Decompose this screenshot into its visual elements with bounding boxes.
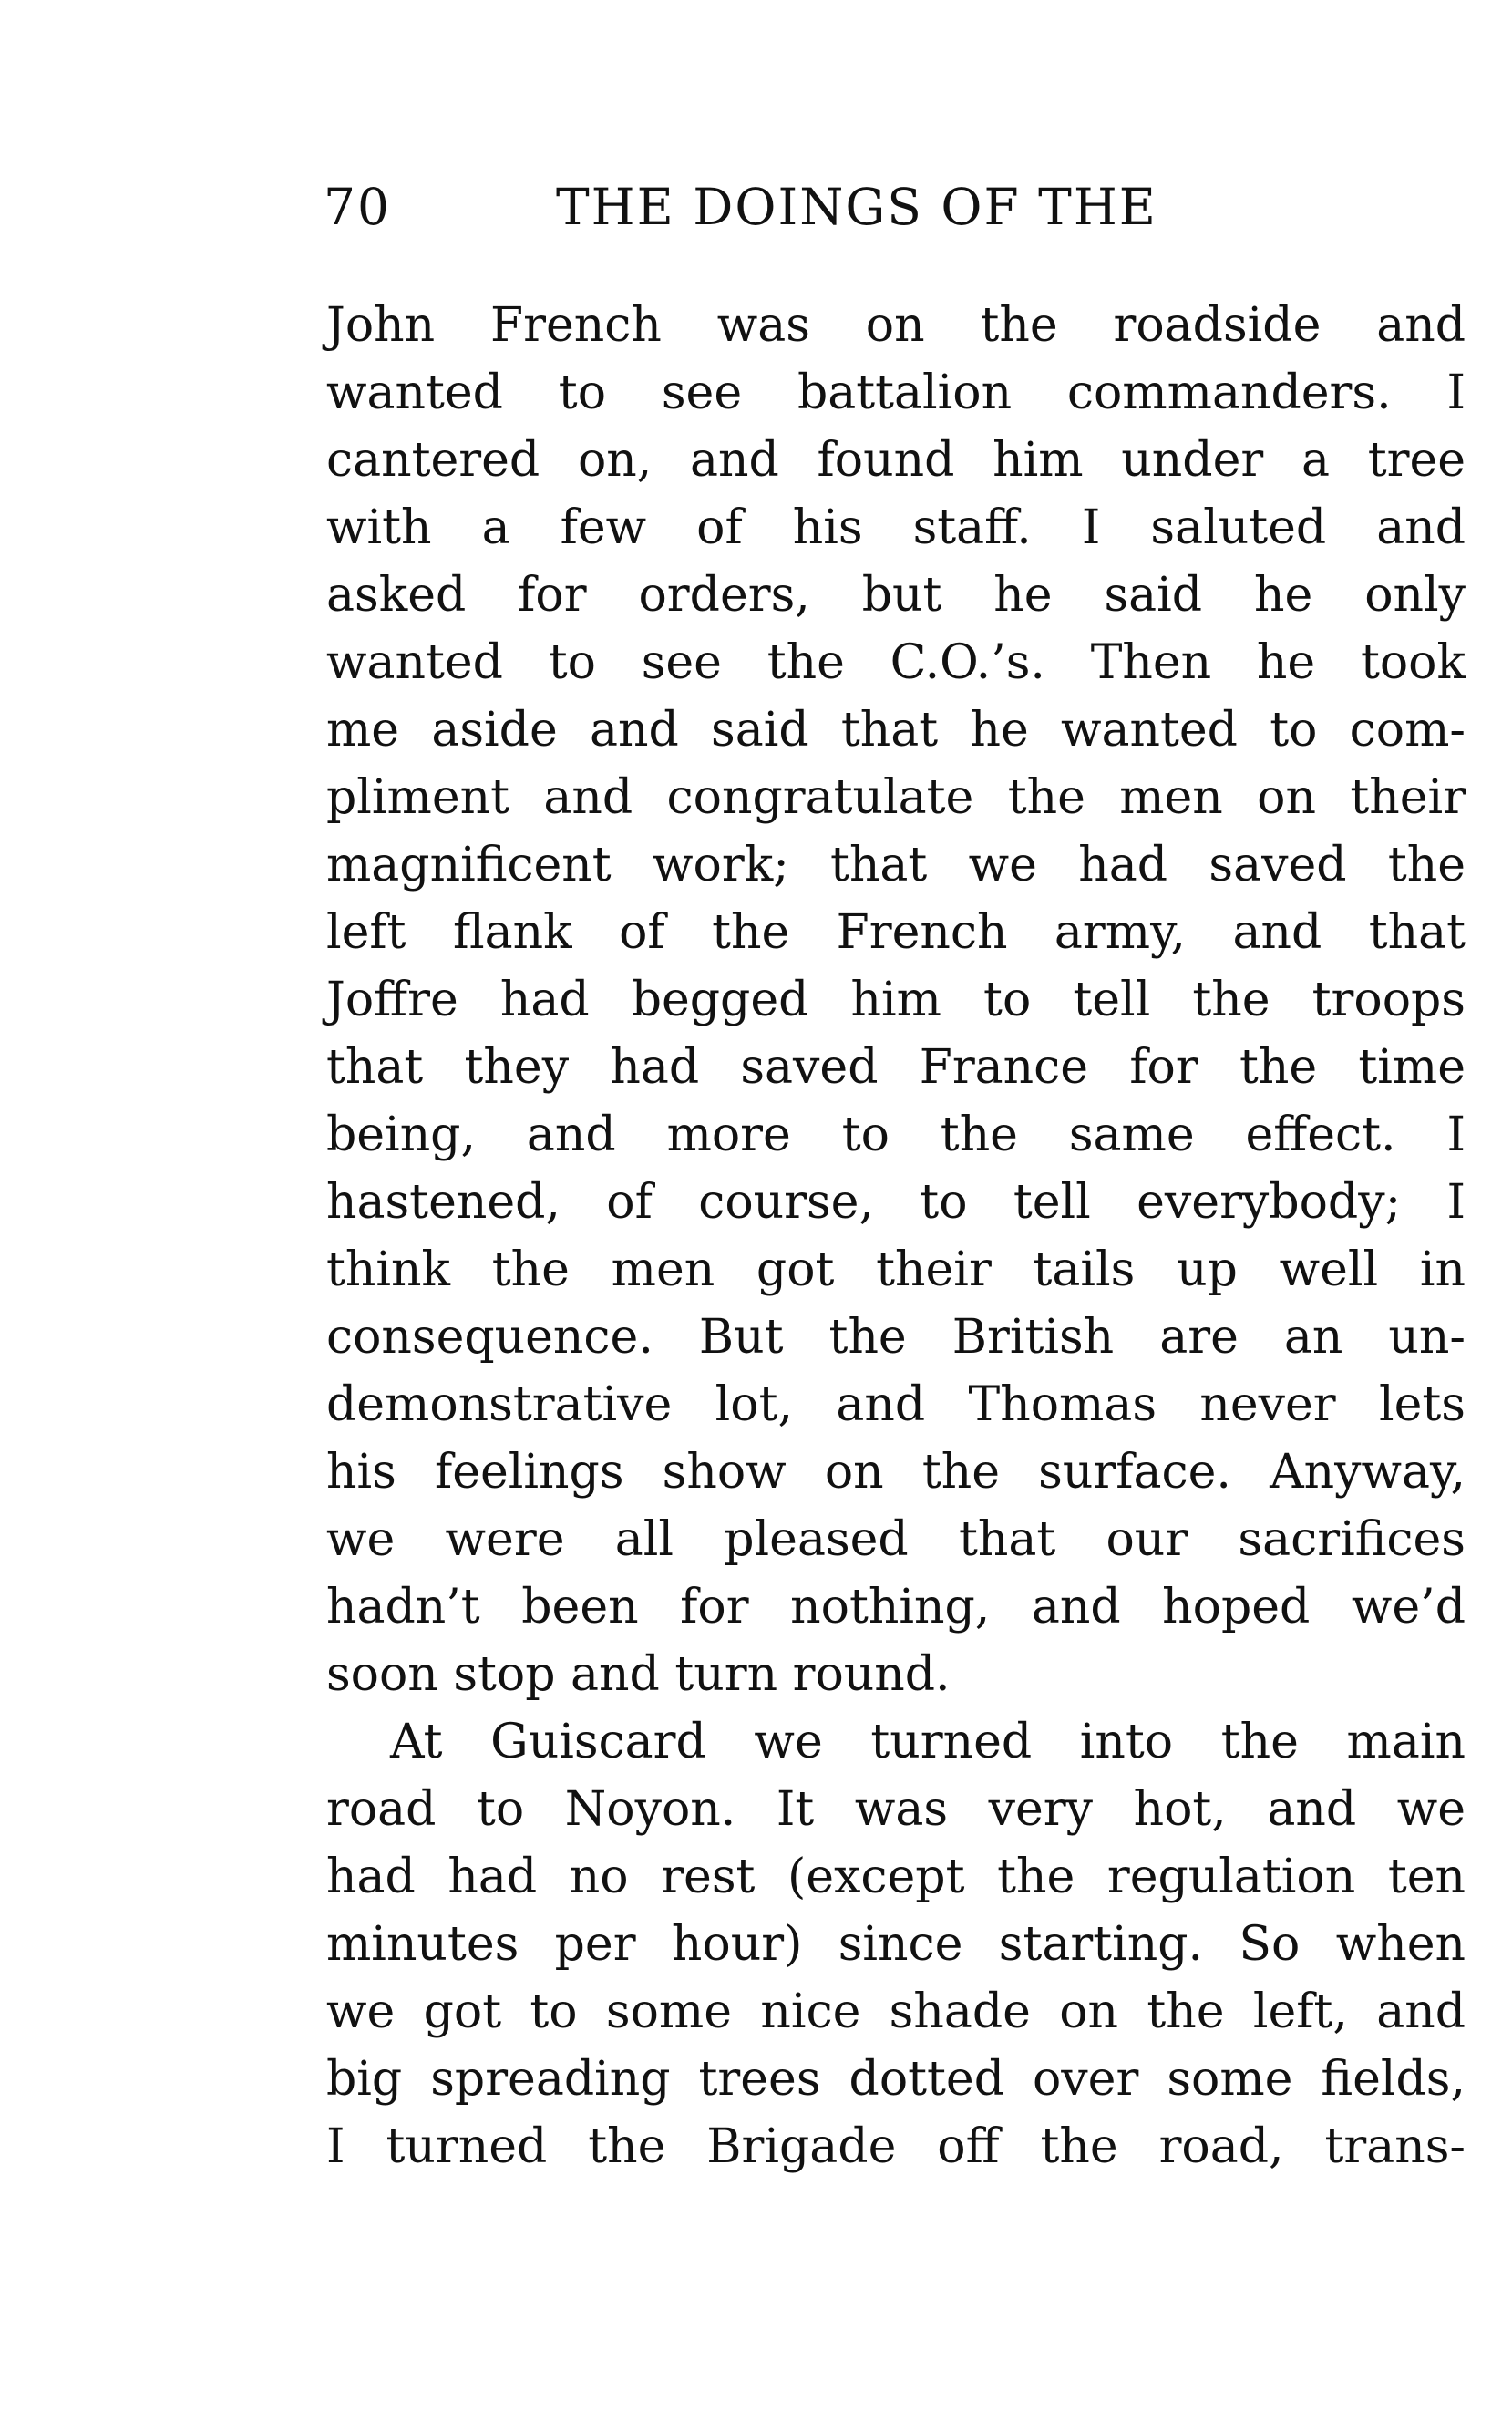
text-line: road to Noyon. It was very hot, and we [326,1782,1466,1837]
text-line: we got to some nice shade on the left, and [326,1985,1466,2039]
text-line: Joffre had begged him to tell the troops [326,973,1466,1027]
text-line: I turned the Brigade off the road, trans- [326,2119,1466,2174]
text-line: wanted to see battalion commanders. I [326,366,1466,420]
text-line: pliment and congratulate the men on their [326,770,1466,825]
text-line: asked for orders, but he said he only [326,568,1466,623]
text-line: me aside and said that he wanted to com- [326,703,1466,758]
text-line: magnificent work; that we had saved the [326,838,1466,892]
text-line: John French was on the roadside and [326,298,1466,353]
paragraph-end-line: soon stop and turn round. [326,1647,951,1702]
text-line: that they had saved France for the time [326,1040,1466,1095]
text-line: wanted to see the C.O.’s. Then he took [326,635,1466,690]
text-line: hastened, of course, to tell everybody; I [326,1175,1466,1230]
text-line: with a few of his staff. I saluted and [326,500,1466,555]
text-line: minutes per hour) since starting. So when [326,1917,1466,1972]
body-text [326,292,1466,2180]
text-line: left flank of the French army, and that [326,905,1466,960]
text-line: hadn’t been for nothing, and hoped we’d [326,1580,1466,1634]
text-line: being, and more to the same effect. I [326,1108,1466,1162]
text-line: consequence. But the British are an un- [326,1310,1466,1365]
text-line: his feelings show on the surface. Anyway, [326,1445,1466,1500]
paragraph-start-line: At Guiscard we turned into the main [390,1715,1466,1769]
text-line: had had no rest (except the regulation ten [326,1850,1466,1904]
text-line: cantered on, and found him under a tree [326,433,1466,488]
text-line: demonstrative lot, and Thomas never lets [326,1377,1466,1432]
page-number: 70 [324,178,391,236]
text-line: think the men got their tails up well in [326,1242,1466,1297]
running-head: THE DOINGS OF THE [556,178,1157,236]
page-header [324,178,1217,242]
text-line: big spreading trees dotted over some fields, [326,2052,1466,2107]
text-line: we were all pleased that our sacrifices [326,1512,1466,1567]
